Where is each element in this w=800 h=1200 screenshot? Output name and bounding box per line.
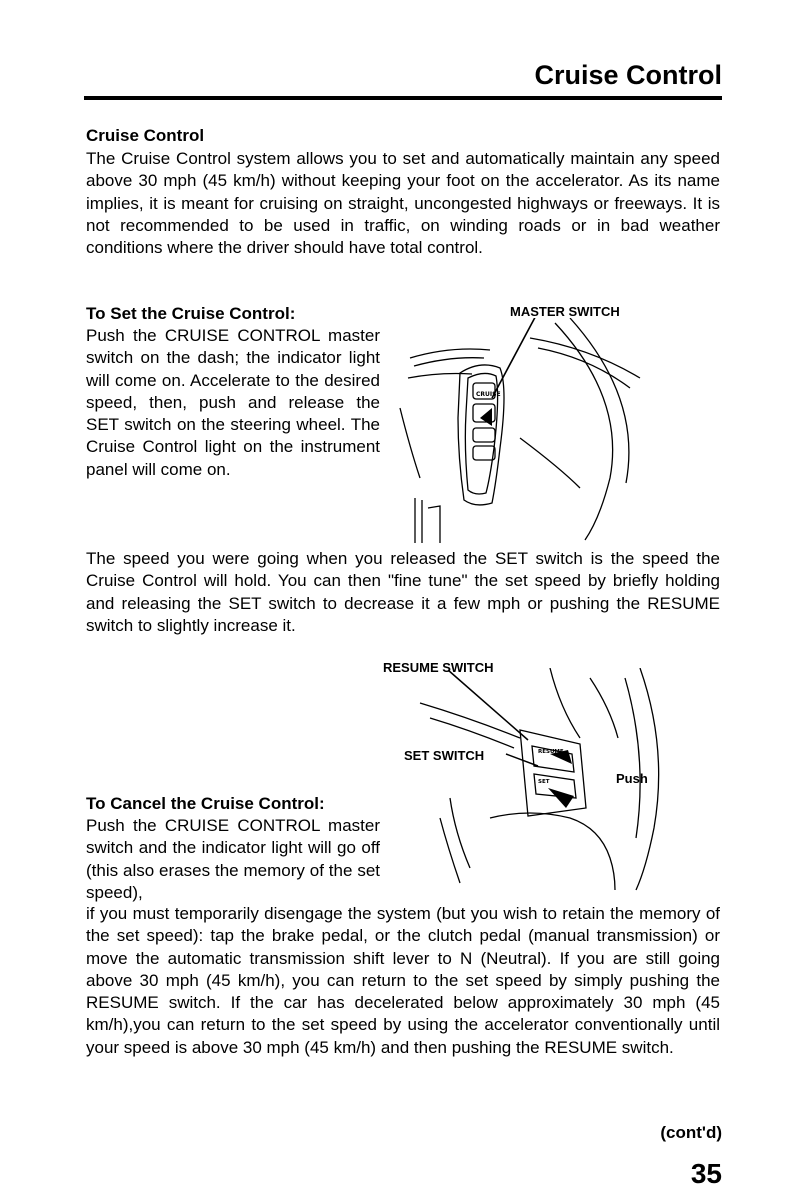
cancel-section-body-wide: [86, 903, 720, 1059]
continued-note: (cont'd): [660, 1123, 722, 1142]
set-button-text: SET: [538, 779, 550, 785]
set-section-body-wide: [86, 548, 720, 637]
intro-body-text: The Cruise Control system allows you to set and automatically maintain any speed above 30 mph (45 km/h) without keeping your foot on the accelerator. As its name implies, it is meant for cruising on straight, uncongested highways or freeways. It is not recommended to be used in traffic, on winding roads or in bad weather conditions where the driver should have total control.: [86, 149, 720, 258]
intro-body: [86, 148, 720, 259]
cancel-section-heading: To Cancel the Cruise Control:: [86, 794, 325, 813]
master-switch-label: MASTER SWITCH: [510, 304, 620, 319]
set-body-wide-text: The speed you were going when you released the SET switch is the speed the Cruise Control will hold. You can then "fine tune" the set speed by briefly holding and releasing the SET switch to decrease it a few mph or pushing the RESUME switch to slightly increase it.: [86, 549, 720, 635]
intro-heading: Cruise Control: [86, 126, 205, 145]
steering-switch-illustration: [410, 668, 672, 893]
master-switch-illustration: [380, 318, 670, 543]
cruise-button-text: CRUISE: [476, 391, 501, 398]
set-section-heading: To Set the Cruise Control:: [86, 304, 296, 323]
set-switch-label: SET SWITCH: [404, 748, 485, 763]
resume-button-text: RESUME: [538, 749, 564, 755]
push-label: Push: [616, 771, 648, 786]
header-rule: [84, 96, 722, 100]
cancel-section-body-narrow: [86, 815, 380, 904]
cancel-body-wide-text: if you must temporarily disengage the system (but you wish to retain the memory of the set speed): tap the brake pedal, or the clutch pedal (manual transmission) or move the automatic transmission shift lever to N (Neutral). If you are still going above 30 mph (45 km/h), you can return to the set speed by simply pushing the RESUME switch. If the car has decelerated below approximately 30 mph (45 km/h),you can return to the set speed by using the accelerator conventionally until your speed is above 30 mph (45 km/h) and then pushing the RESUME switch.: [86, 904, 720, 1057]
set-body-narrow-text: Push the CRUISE CONTROL master switch on the dash; the indicator light will come on. Accelerate to the desired speed, then, push and release the SET switch on the steering wheel. The Cruise Control light on the instrument panel will come on.: [86, 326, 380, 479]
page-number: 35: [690, 1158, 722, 1189]
page-header-title: Cruise Control: [534, 60, 722, 90]
resume-switch-label: RESUME SWITCH: [383, 660, 494, 675]
set-section-body-narrow: [86, 325, 380, 481]
cancel-body-narrow-text: Push the CRUISE CONTROL master switch and the indicator light will go off (this also erases the memory of the set speed),: [86, 816, 380, 902]
